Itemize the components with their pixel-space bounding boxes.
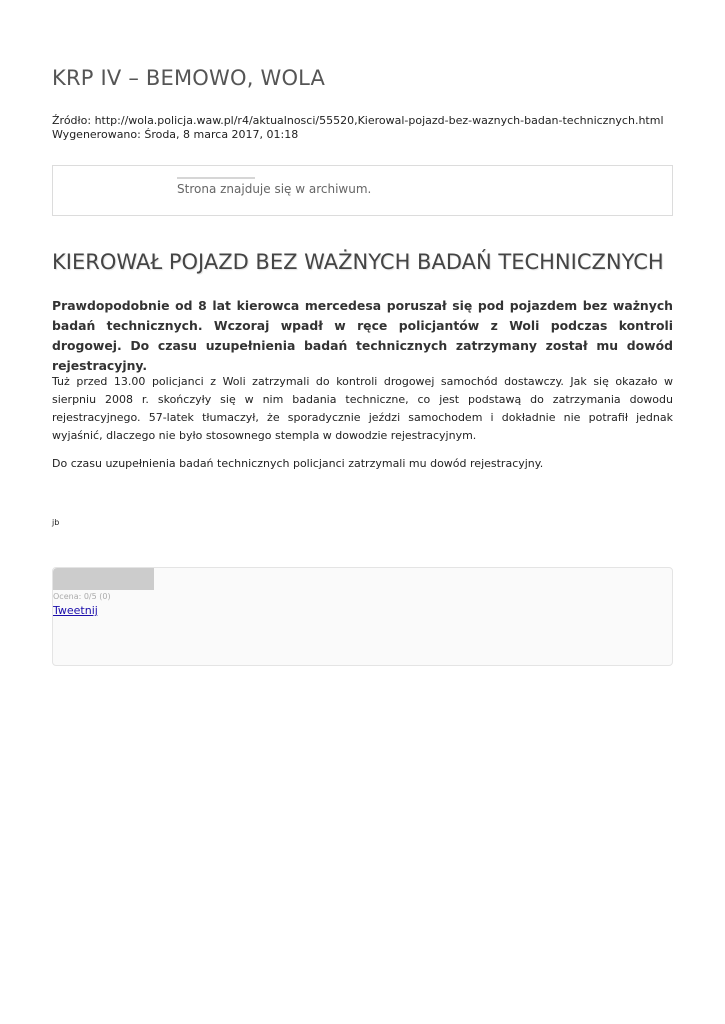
article-lead: Prawdopodobnie od 8 lat kierowca mercedesa poruszał się pod pojazdem bez ważnych badań technicznych. Wczoraj wpadł w ręce policjantów z Woli podczas kontroli drogowej. Do czasu uzupełnienia badań technicznych zatrzymany został mu dowód rejestracyjny. [52, 298, 673, 373]
rating-summary: Ocena: 0/5 (0) [53, 592, 111, 601]
rating-stars-bar[interactable] [53, 568, 154, 590]
generated-timestamp: Wygenerowano: Środa, 8 marca 2017, 01:18 [52, 128, 299, 141]
source-url: Źródło: http://wola.policja.waw.pl/r4/aktualnosci/55520,Kierowal-pojazd-bez-waznych-badan-technicznych.html [52, 114, 664, 127]
article-author: jb [52, 518, 60, 527]
article-title: KIEROWAŁ POJAZD BEZ WAŻNYCH BADAŃ TECHNICZNYCH [52, 250, 664, 274]
tweet-link[interactable]: Tweetnij [53, 604, 98, 617]
document-meta [52, 114, 664, 142]
site-title: KRP IV – BEMOWO, WOLA [52, 66, 326, 90]
article-paragraph: Tuż przed 13.00 policjanci z Woli zatrzymali do kontroli drogowej samochód dostawczy. Jak się okazało w sierpniu 2008 r. skończyły się w nim badania techniczne, co jest podstawą do zatrzymania dowodu rejestracyjnego. 57-latek tłumaczył, że sporadycznie jeździ samochodem i dokładnie nie potrafił jednak wyjaśnić, dlaczego nie było stosownego stempla w dowodzie rejestracyjnym. [52, 375, 673, 442]
archive-notice [52, 165, 673, 216]
archive-divider [177, 177, 255, 179]
rating-panel [52, 567, 673, 666]
archive-notice-text: Strona znajduje się w archiwum. [177, 182, 372, 196]
article-paragraph: Do czasu uzupełnienia badań technicznych policjanci zatrzymali mu dowód rejestracyjny. [52, 457, 544, 470]
